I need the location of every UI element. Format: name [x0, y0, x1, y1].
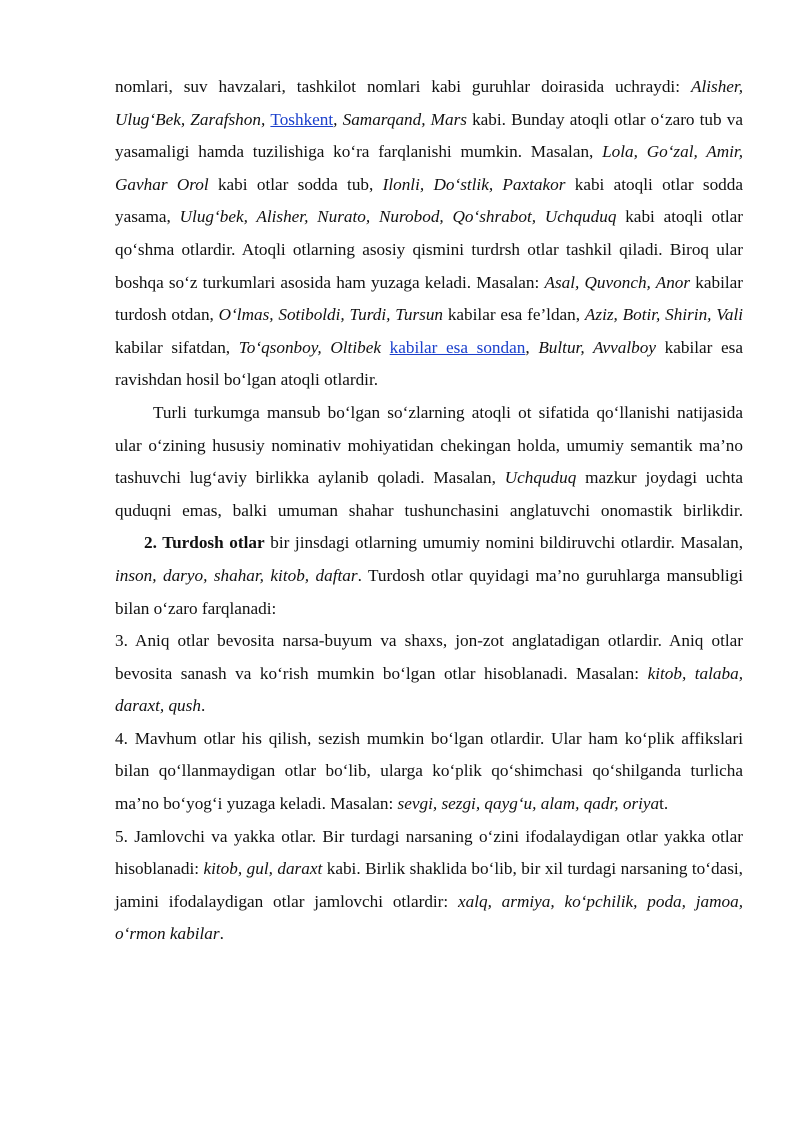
- paragraph-proper-nouns: [115, 71, 743, 397]
- text-run: Turli turkumga mansub bo‘lgan so‘zlarning atoqli ot sifatida qo‘llanishi natijasida ular o‘zining hususiy nominativ mohiyatidan chekingan holda, umumiy semantik ma’no tashuvchi lug‘aviy birlikka aylanib qoladi. Masalan,: [115, 402, 743, 488]
- text-run: kabi atoqli otlar sodda yasama,: [115, 174, 743, 227]
- link-toshkent[interactable]: Toshkent: [270, 109, 334, 129]
- text-run: kabilar turdosh otdan,: [115, 272, 743, 325]
- text-run: kabi otlar sodda tub,: [208, 174, 383, 194]
- example-words: Lola, Go‘zal, Amir, Gavhar Orol: [115, 142, 743, 194]
- paragraph-collective-nouns: [115, 821, 743, 951]
- text-run: 3. Aniq otlar bevosita narsa-buyum va shaxs, jon-zot anglatadigan otlardir. Aniq otlar bevosita sanash va ko‘rish mumkin bo‘lgan otlar hisoblanadi. Masalan:: [115, 631, 743, 683]
- text-run: mazkur joydagi uchta quduqni emas, balki umuman shahar tushunchasini anglatuvchi onomastik birlikdir.: [115, 468, 744, 520]
- text-run: kabilar sifatdan,: [115, 337, 239, 357]
- example-words: Ulug‘bek, Alisher, Nurato, Nurobod, Qo‘shrabot, Uchquduq: [179, 207, 617, 227]
- text-run: kabi. Birlik shaklida bo‘lib, bir xil turdagi narsaning to‘dasi, jamini ifodalaydigan otlar jamlovchi otlardir:: [115, 859, 743, 911]
- text-run: [381, 338, 390, 357]
- text-run: ,: [525, 337, 539, 357]
- example-words: To‘qsonboy, Oltibek: [238, 337, 381, 357]
- example-words: kitob, gul, daraxt: [203, 859, 323, 879]
- text-run: 4. Mavhum otlar his qilish, sezish mumkin bo‘lgan otlardir. Ular ham ko‘plik affikslari bilan qo‘llanmaydigan otlar bo‘lib, ularga ko‘plik qo‘shimchasi qo‘shilganda turlicha ma’no bo‘yog‘i yuzaga keladi. Masalan:: [115, 728, 743, 814]
- link-kabilar-esa-sondan[interactable]: kabilar esa sondan: [389, 337, 526, 357]
- section-heading: 2. Turdosh otlar: [144, 533, 265, 553]
- text-run: .: [200, 696, 206, 716]
- paragraph-common-nouns: [115, 527, 743, 625]
- example-words: Uchquduq: [504, 468, 577, 488]
- text-run: bir jinsdagi otlarning umumiy nomini bildiruvchi otlardir. Masalan,: [264, 533, 743, 553]
- text-run: nomlari, suv havzalari, tashkilot nomlari kabi guruhlar doirasida uchraydi:: [115, 77, 691, 96]
- example-words: Ilonli, Do‘stlik, Paxtakor: [382, 174, 566, 194]
- example-words: Asal, Quvonch, Anor: [544, 272, 691, 292]
- example-words: Alisher, Ulug‘Bek, Zarafshon,: [115, 77, 743, 129]
- text-run: kabi atoqli otlar qo‘shma otlardir. Atoqli otlarning asosiy qismini turdrsh otlar tashkil qiladi. Biroq ular boshqa so‘z turkumlari asosida ham yuzaga keladi. Masalan:: [115, 207, 744, 292]
- text-run: t.: [659, 794, 669, 814]
- text-run: kabilar esa fe’ldan,: [443, 305, 585, 325]
- example-words: Bultur, Avvalboy: [538, 337, 656, 357]
- text-run: kabi. Bunday atoqli otlar o‘zaro tub va yasamaligi hamda tuzilishiga ko‘ra farqlanishi mumkin. Masalan,: [115, 109, 743, 162]
- paragraph-semantic-shift: [115, 397, 743, 527]
- example-words: kitob, talaba, daraxt, qush: [115, 663, 743, 716]
- text-run: 5. Jamlovchi va yakka otlar. Bir turdagi narsaning o‘zini ifodalaydigan otlar yakka otlar hisoblanadi:: [115, 826, 743, 879]
- text-run: . Turdosh otlar quyidagi ma’no guruhlarga mansubligi bilan o‘zaro farqlanadi:: [115, 565, 743, 618]
- document-body: [115, 71, 743, 951]
- example-words: , Samarqand, Mars: [333, 109, 467, 129]
- example-words: xalq, armiya, ko‘pchilik, poda, jamoa, o‘rmon kabilar: [115, 891, 743, 944]
- paragraph-concrete-nouns: [115, 625, 743, 723]
- example-words: Aziz, Botir, Shirin, Vali: [584, 305, 744, 325]
- example-words: O‘lmas, Sotiboldi, Turdi, Tursun: [218, 305, 444, 325]
- paragraph-abstract-nouns: [115, 723, 743, 821]
- example-words: inson, daryo, shahar, kitob, daftar: [115, 565, 358, 585]
- text-run: kabilar esa ravishdan hosil bo‘lgan atoqli otlardir.: [115, 337, 743, 390]
- text-run: .: [219, 924, 224, 944]
- example-words: sevgi, sezgi, qayg‘u, alam, qadr, oriya: [397, 794, 660, 814]
